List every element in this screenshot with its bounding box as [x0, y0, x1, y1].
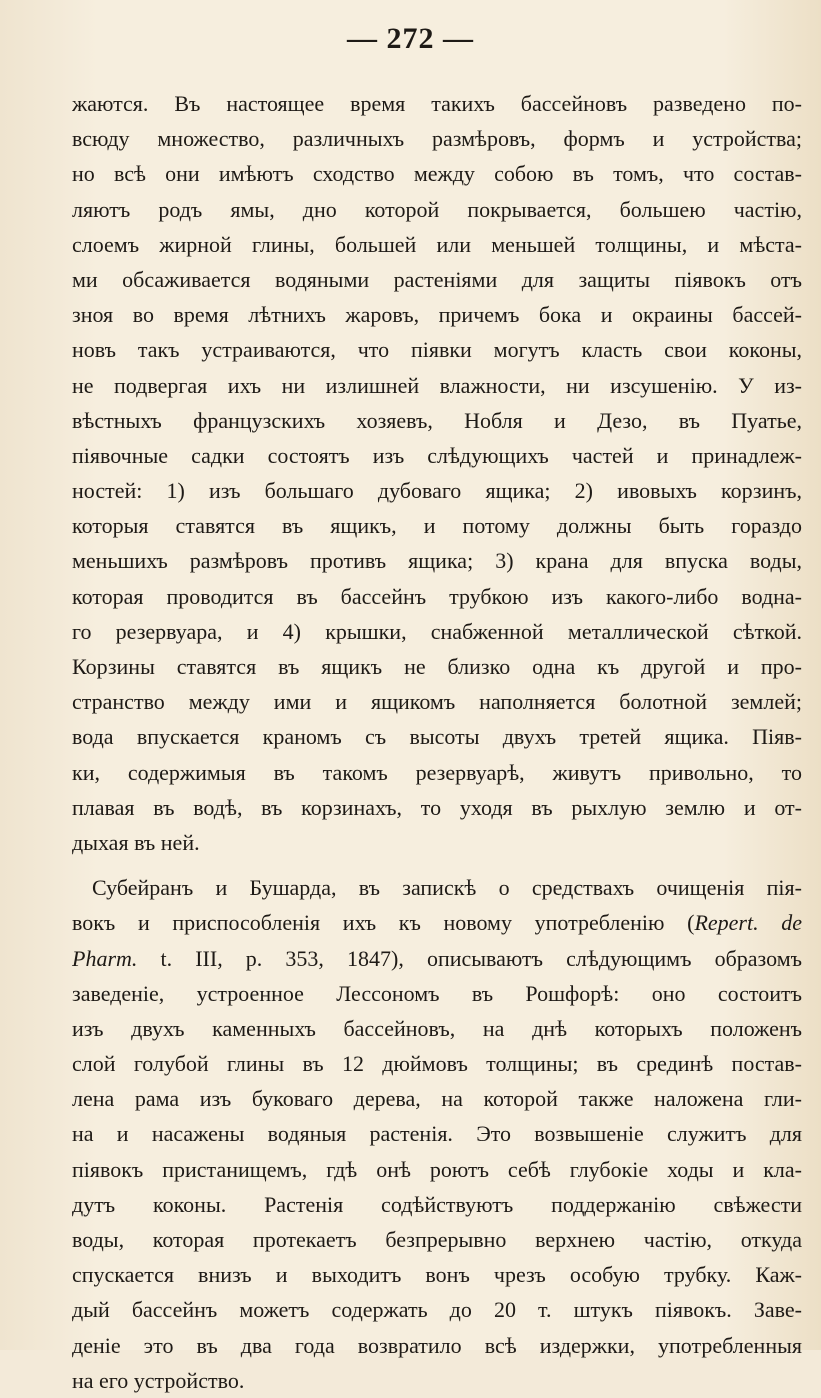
text-line	[72, 941, 802, 976]
text-line: плавая въ водѣ, въ корзинахъ, то уходя въ рыхлую землю и от-	[72, 794, 802, 820]
text-line: спускается внизъ и выходитъ вонъ чрезъ особую трубку. Каж-	[72, 1262, 802, 1288]
text-line: дыхая въ ней.	[72, 829, 200, 855]
text-line: піявочные садки состоятъ изъ слѣдующихъ частей и принадлеж-	[72, 442, 802, 468]
paragraph-1	[72, 86, 802, 860]
text-line: лена рама изъ буковаго дерева, на которой также наложена гли-	[72, 1086, 802, 1112]
text-line: не подвергая ихъ ни излишней влажности, ни изсушенію. У из-	[72, 372, 802, 398]
text-line: ми обсаживается водяными растеніями для защиты піявокъ отъ	[72, 266, 802, 292]
body-text	[72, 86, 802, 1398]
text-line: жаются. Въ настоящее время такихъ бассейновъ разведено по-	[72, 91, 802, 116]
text-line: которыя ставятся въ ящикъ, и потому должны быть гораздо	[72, 513, 802, 539]
text-line: меньшихъ размѣровъ противъ ящика; 3) крана для впуска воды,	[72, 548, 802, 574]
text-line: Корзины ставятся въ ящикъ не близко одна къ другой и про-	[72, 654, 802, 679]
text-line: вѣстныхъ французскихъ хозяевъ, Нобля и Дезо, въ Пуатье,	[72, 407, 802, 433]
text-line: слоемъ жирной глины, большей или меньшей толщины, и мѣста-	[72, 231, 802, 257]
text-line: дый бассейнъ можетъ содержать до 20 т. штукъ піявокъ. Заве-	[72, 1297, 802, 1323]
text-line: зноя во время лѣтнихъ жаровъ, причемъ бока и окраины бассей-	[72, 302, 802, 328]
text-line: заведеніе, устроенное Лессономъ въ Рошфорѣ: оно состоитъ	[72, 980, 802, 1006]
text-line: всюду множество, различныхъ размѣровъ, формъ и устройства;	[72, 126, 802, 152]
text-line: вода впускается краномъ съ высоты двухъ третей ящика. Піяв-	[72, 724, 802, 750]
page-number: — 272 —	[347, 22, 474, 55]
paragraph-2	[72, 870, 802, 1398]
text-segment: вокъ и приспособленія ихъ къ новому употребленію (	[72, 910, 695, 936]
text-line: ляютъ родъ ямы, дно которой покрывается, большею частію,	[72, 196, 802, 222]
text-line: Субейранъ и Бушарда, въ запискѣ о средствахъ очищенія пія-	[92, 875, 802, 901]
text-line: на его устройство.	[72, 1367, 245, 1393]
text-line: деніе это въ два года возвратило всѣ издержки, употребленныя	[72, 1332, 802, 1358]
text-line: воды, которая протекаетъ безпрерывно верхнею частію, откуда	[72, 1227, 802, 1252]
text-line: странство между ими и ящикомъ наполняется болотной землей;	[72, 689, 802, 715]
text-line: піявокъ пристанищемъ, гдѣ онѣ роютъ себѣ глубокіе ходы и кла-	[72, 1156, 802, 1182]
text-line: ностей: 1) изъ большаго дубоваго ящика; 2) ивовыхъ корзинъ,	[72, 478, 802, 504]
text-line: но всѣ они имѣютъ сходство между собою въ томъ, что состав-	[72, 161, 802, 187]
text-line: го резервуара, и 4) крышки, снабженной металлической сѣткой.	[72, 618, 802, 644]
text-line: изъ двухъ каменныхъ бассейновъ, на днѣ которыхъ положенъ	[72, 1015, 802, 1041]
text-line	[72, 905, 802, 940]
citation-italic: Pharm.	[72, 945, 138, 971]
text-line: дутъ коконы. Растенія содѣйствуютъ поддержанію свѣжести	[72, 1191, 802, 1217]
text-line: ки, содержимыя въ такомъ резервуарѣ, живутъ привольно, то	[72, 759, 802, 785]
text-line: которая проводится въ бассейнъ трубкою изъ какого-либо водна-	[72, 583, 802, 609]
text-line: на и насажены водяныя растенія. Это возвышеніе служитъ для	[72, 1121, 802, 1147]
text-segment: t. III, p. 353, 1847), описываютъ слѣдующимъ образомъ	[137, 945, 802, 971]
paragraph-gap	[72, 860, 802, 870]
text-line: слой голубой глины въ 12 дюймовъ толщины; въ срединѣ постав-	[72, 1051, 802, 1077]
citation-italic: Repert. de	[694, 910, 802, 936]
text-line: новъ такъ устраиваются, что піявки могутъ класть свои коконы,	[72, 337, 802, 363]
